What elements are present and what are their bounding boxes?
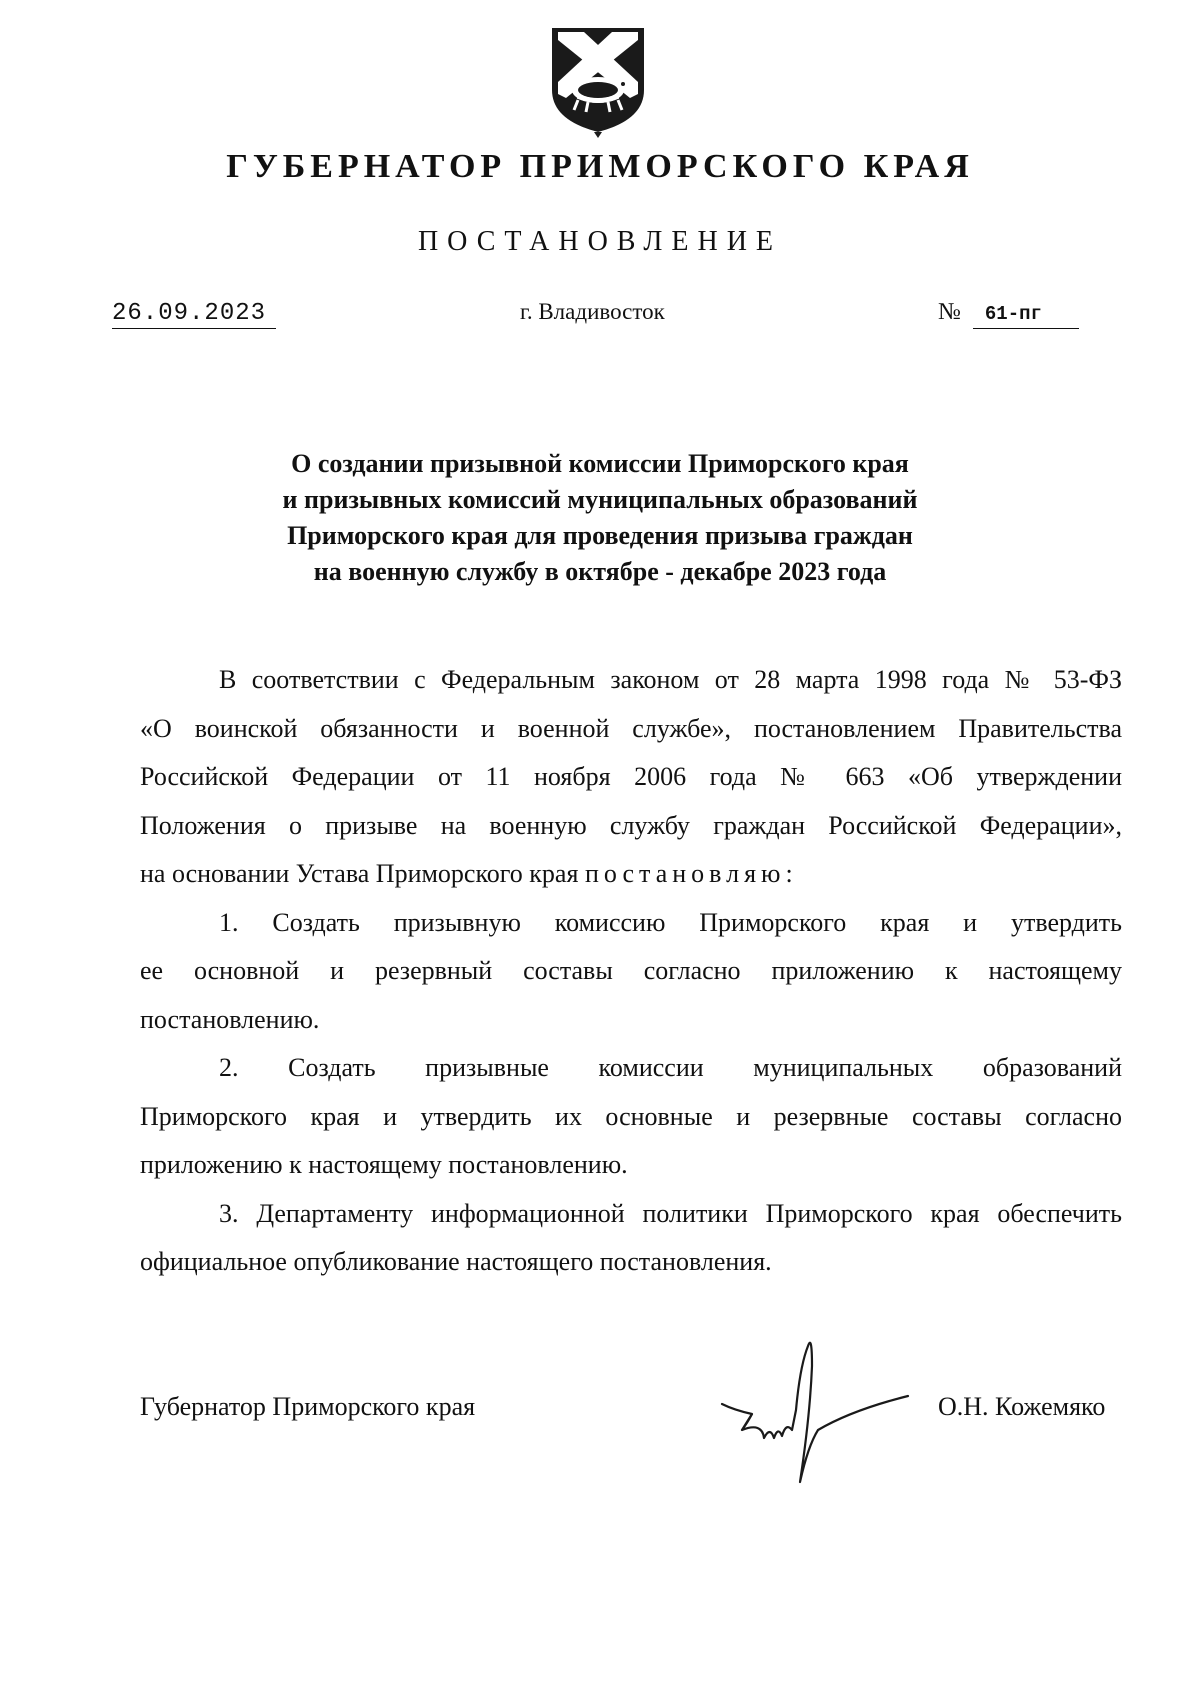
decree-word: постановляю: (584, 859, 798, 888)
preamble-last-line (140, 850, 1122, 899)
signatory-name: О.Н. Кожемяко (938, 1392, 1106, 1421)
document-type: ПОСТАНОВЛЕНИЕ (417, 226, 783, 257)
number-value: 61-пг (973, 300, 1079, 329)
document-number (938, 298, 1079, 329)
item-2-line: Приморского края и утвердить их основные и резервные составы согласно (140, 1101, 1122, 1131)
number-sign: № (938, 299, 961, 325)
document-title (0, 446, 1200, 590)
item-1-line: ее основной и резервный составы согласно приложению к настоящему (140, 956, 1122, 985)
item-3-line: официальное опубликование настоящего постановления. (140, 1247, 772, 1276)
item-1-line: постановлению. (140, 1004, 320, 1034)
document-body (140, 656, 1122, 1287)
preamble-line: В соответствии с Федеральным законом от 28 марта 1998 года № 53-ФЗ (219, 665, 1122, 694)
preamble-line: «О воинской обязанности и военной службе», постановлением Правительства (140, 713, 1122, 743)
preamble-line: Российской Федерации от 11 ноября 2006 года № 663 «Об утверждении (140, 762, 1122, 791)
item-3-line: 3. Департаменту информационной политики Приморского края обеспечить (219, 1198, 1122, 1228)
item-2-line: 2. Создать призывные комиссии муниципальных образований (219, 1053, 1122, 1082)
title-line: на военную службу в октябре - декабре 2023 года (313, 557, 887, 586)
item-2-line: приложению к настоящему постановлению. (140, 1150, 628, 1179)
title-line: О создании призывной комиссии Приморского края (291, 449, 909, 478)
preamble-line: Положения о призыве на военную службу граждан Российской Федерации», (140, 810, 1122, 840)
handwritten-signature-icon (712, 1326, 912, 1506)
document-date: 26.09.2023 (112, 300, 276, 329)
title-line: Приморского края для проведения призыва граждан (287, 521, 913, 550)
coat-of-arms-icon (548, 24, 648, 142)
authority-heading: ГУБЕРНАТОР ПРИМОРСКОГО КРАЯ (226, 148, 974, 185)
preamble-basis: на основании Устава Приморского края (140, 859, 579, 888)
title-line: и призывных комиссий муниципальных образований (282, 485, 918, 514)
document-city: г. Владивосток (520, 299, 665, 324)
item-1-line: 1. Создать призывную комиссию Приморского края и утвердить (219, 907, 1122, 937)
signatory-position: Губернатор Приморского края (140, 1392, 476, 1421)
